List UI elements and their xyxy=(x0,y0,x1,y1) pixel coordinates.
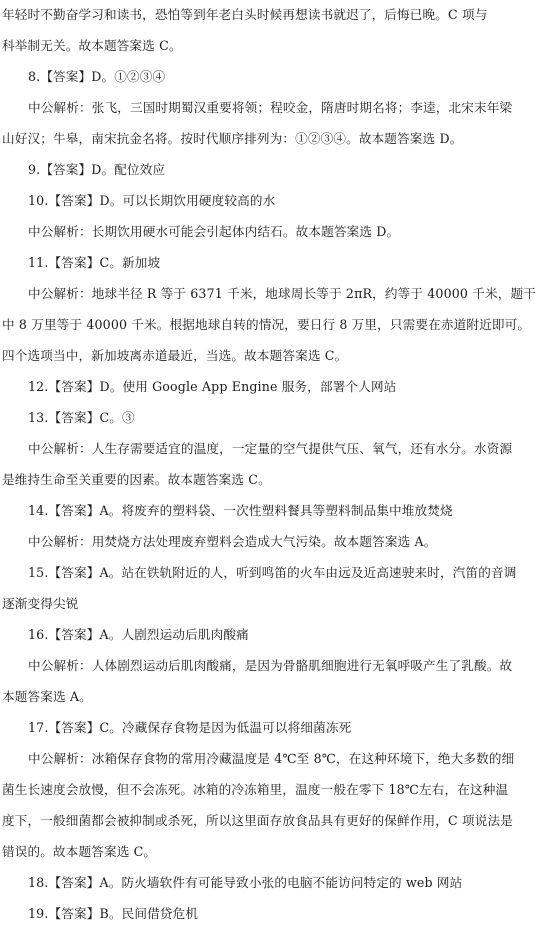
explanation-line: 菌生长速度会放慢，但不会冻死。冰箱的冷冻箱里，温度一般在零下 18℃左右，在这种温 xyxy=(2,782,509,797)
text-line: 年轻时不勤奋学习和读书，恐怕等到年老白头时候再想读书就迟了，后悔已晚。C 项与 xyxy=(2,7,488,22)
explanation-line: 中公解析：人体剧烈运动后肌肉酸痛，是因为骨骼肌细胞进行无氧呼吸产生了乳酸。故 xyxy=(28,658,513,673)
explanation-line: 中公解析：冰箱保存食物的常用冷藏温度是 4℃至 8℃，在这种环境下，绝大多数的细 xyxy=(28,751,515,766)
explanation-line: 中公解析：长期饮用硬水可能会引起体内结石。故本题答案选 D。 xyxy=(28,224,400,239)
text-line: 逐渐变得尖锐 xyxy=(2,596,79,611)
answer-line-12: 12.【答案】D。使用 Google App Engine 服务，部署个人网站 xyxy=(28,379,397,394)
explanation-line: 四个选项当中，新加坡离赤道最近，当选。故本题答案选 C。 xyxy=(2,348,348,363)
answer-line-9: 9.【答案】D。配位效应 xyxy=(28,162,166,177)
explanation-line: 度下，一般细菌都会被抑制或杀死，所以这里面存放食品具有更好的保鲜作用，C 项说法是 xyxy=(2,813,513,828)
explanation-line: 中 8 万里等于 40000 千米。根据地球自转的情况，要日行 8 万里，只需要在赤道附近即可。 xyxy=(2,317,531,332)
explanation-line: 中公解析：张飞，三国时期蜀汉重要将领；程咬金，隋唐时期名将；李逵，北宋末年梁 xyxy=(28,100,513,115)
answer-line-15: 15.【答案】A。站在铁轨附近的人，听到鸣笛的火车由远及近高速驶来时，汽笛的音调 xyxy=(28,565,517,580)
text-line: 科举制无关。故本题答案选 C。 xyxy=(2,38,182,53)
answer-line-13: 13.【答案】C。③ xyxy=(28,410,135,425)
explanation-line: 是维持生命至关重要的因素。故本题答案选 C。 xyxy=(2,472,271,487)
explanation-line: 中公解析：用焚烧方法处理废弃塑料会造成大气污染。故本题答案选 A。 xyxy=(28,534,437,549)
answer-line-8: 8.【答案】D。①②③④ xyxy=(28,69,166,84)
answer-line-18: 18.【答案】A。防火墙软件有可能导致小张的电脑不能访问特定的 web 网站 xyxy=(28,875,463,890)
explanation-line: 中公解析：地球半径 R 等于 6371 千米，地球周长等于 2πR，约等于 40000 千米，题干 xyxy=(28,286,536,301)
answer-line-10: 10.【答案】D。可以长期饮用硬度较高的水 xyxy=(28,193,276,208)
answer-line-17: 17.【答案】C。冷藏保存食物是因为低温可以将细菌冻死 xyxy=(28,720,352,735)
answer-line-16: 16.【答案】A。人剧烈运动后肌肉酸痛 xyxy=(28,627,249,642)
explanation-line: 错误的。故本题答案选 C。 xyxy=(2,844,157,859)
explanation-line: 中公解析：人生存需要适宜的温度，一定量的空气提供气压、氧气，还有水分。水资源 xyxy=(28,441,513,456)
answer-line-14: 14.【答案】A。将废弃的塑料袋、一次性塑料餐具等塑料制品集中堆放焚烧 xyxy=(28,503,453,518)
answer-line-19: 19.【答案】B。民间借贷危机 xyxy=(28,906,199,921)
explanation-line: 本题答案选 A。 xyxy=(2,689,92,704)
answer-line-11: 11.【答案】C。新加坡 xyxy=(28,255,161,270)
explanation-line: 山好汉；牛皋，南宋抗金名将。按时代顺序排列为：①②③④。故本题答案选 D。 xyxy=(2,131,463,146)
